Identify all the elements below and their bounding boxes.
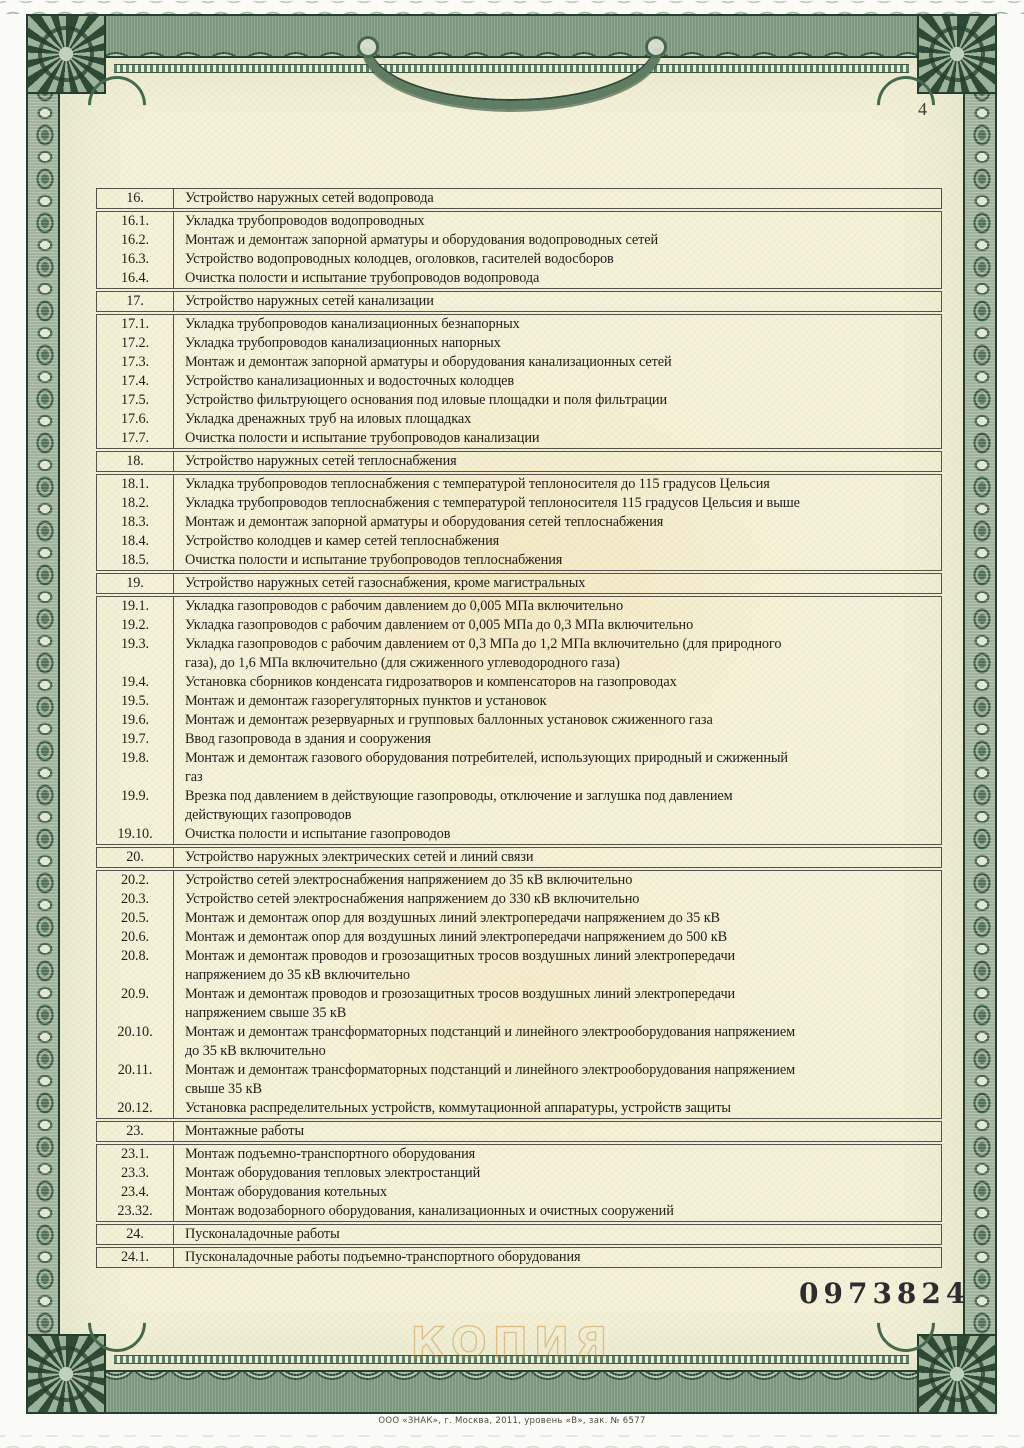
item-number: 19.5. (97, 692, 174, 711)
table-row (97, 410, 941, 429)
item-text: Монтаж и демонтаж запорной арматуры и оборудования канализационных сетей (185, 354, 672, 370)
item-number: 17.2. (97, 334, 174, 353)
table-row (97, 532, 941, 551)
item-text: Укладка трубопроводов теплоснабжения с температурой теплоносителя 115 градусов Цельсия и выше (185, 495, 800, 511)
border-band-right (963, 14, 997, 1414)
item-number: 19.2. (97, 616, 174, 635)
table-row (97, 909, 941, 928)
item-number: 19.4. (97, 673, 174, 692)
item-number: 20.9. (97, 985, 174, 1004)
item-text: Ввод газопровода в здания и сооружения (185, 731, 431, 747)
item-text: Очистка полости и испытание газопроводов (185, 826, 451, 842)
item-text: Устройство фильтрующего основания под иловые площадки и поля фильтрации (185, 392, 668, 408)
item-text: Устройство сетей электроснабжения напряжением до 330 кВ включительно (185, 891, 640, 907)
item-text: Монтаж оборудования котельных (185, 1184, 387, 1200)
section-title: Пусконаладочные работы (185, 1226, 340, 1242)
item-text: Устройство водопроводных колодцев, оголовков, гасителей водосборов (185, 251, 614, 267)
section-title: Устройство наружных сетей теплоснабжения (185, 453, 457, 469)
table-row (97, 231, 941, 250)
item-number: 20.12. (97, 1099, 174, 1118)
item-text: свыше 35 кВ (185, 1081, 262, 1097)
item-text: Монтаж и демонтаж газорегуляторных пунктов и установок (185, 693, 547, 709)
item-text: Устройство канализационных и водосточных колодцев (185, 373, 515, 389)
section-body (96, 1247, 942, 1268)
table-row (97, 1202, 941, 1221)
table-row (97, 616, 941, 635)
table-row (97, 212, 941, 231)
item-number: 19.8. (97, 749, 174, 768)
table-row (97, 315, 941, 334)
item-text: Укладка дренажных труб на иловых площадках (185, 411, 472, 427)
item-number (97, 1004, 174, 1023)
section-header-row (96, 291, 942, 312)
item-number: 17.7. (97, 429, 174, 448)
table-row (97, 1099, 941, 1118)
table-row (97, 1122, 941, 1141)
item-text: Устройство сетей электроснабжения напряжением до 35 кВ включительно (185, 872, 633, 888)
item-number (97, 654, 174, 673)
item-number: 24.1. (97, 1248, 174, 1267)
section-body (96, 596, 942, 845)
item-text: действующих газопроводов (185, 807, 352, 823)
table-row (97, 391, 941, 410)
table-row (97, 1248, 941, 1267)
item-number: 20.6. (97, 928, 174, 947)
item-text: Очистка полости и испытание трубопроводов канализации (185, 430, 540, 446)
item-number: 16.1. (97, 212, 174, 231)
item-text: Очистка полости и испытание трубопроводов теплоснабжения (185, 552, 563, 568)
table-row (97, 768, 941, 787)
item-text: напряжением свыше 35 кВ (185, 1005, 347, 1021)
work-table (96, 188, 942, 1270)
table-row (97, 848, 941, 867)
table-row (97, 189, 941, 208)
table-row (97, 1080, 941, 1099)
section-body (96, 474, 942, 571)
item-text: Монтаж и демонтаж опор для воздушных линий электропередачи напряжением до 35 кВ (185, 910, 720, 926)
table-row (97, 269, 941, 288)
section-header-row (96, 188, 942, 209)
section-number: 20. (97, 848, 174, 867)
item-number: 17.6. (97, 410, 174, 429)
table-row (97, 334, 941, 353)
table-row (97, 494, 941, 513)
table-row (97, 871, 941, 890)
section-number: 24. (97, 1225, 174, 1244)
table-row (97, 635, 941, 654)
item-text: Монтаж подъемно-транспортного оборудования (185, 1146, 476, 1162)
item-text: Монтаж и демонтаж проводов и грозозащитных тросов воздушных линий электропередачи (185, 986, 736, 1002)
item-text: Монтаж и демонтаж проводов и грозозащитных тросов воздушных линий электропередачи (185, 948, 736, 964)
item-number: 19.6. (97, 711, 174, 730)
item-text: Укладка трубопроводов канализационных напорных (185, 335, 501, 351)
section-title: Устройство наружных сетей канализации (185, 293, 434, 309)
item-number: 20.10. (97, 1023, 174, 1042)
section-header-row (96, 1224, 942, 1245)
table-row (97, 711, 941, 730)
table-row (97, 1145, 941, 1164)
section-number: 16. (97, 189, 174, 208)
section-title: Монтажные работы (185, 1123, 304, 1139)
table-row (97, 513, 941, 532)
item-text: Монтаж и демонтаж газового оборудования потребителей, использующих природный и сжиженный (185, 750, 788, 766)
table-row (97, 1164, 941, 1183)
item-number: 16.3. (97, 250, 174, 269)
table-row (97, 1023, 941, 1042)
item-number: 18.1. (97, 475, 174, 494)
table-row (97, 673, 941, 692)
item-text: Очистка полости и испытание трубопроводов водопровода (185, 270, 540, 286)
item-text: Укладка газопроводов с рабочим давлением от 0,005 МПа до 0,3 МПа включительно (185, 617, 694, 633)
item-text: Укладка газопроводов с рабочим давлением до 0,005 МПа включительно (185, 598, 624, 614)
table-row (97, 429, 941, 448)
table-row (97, 947, 941, 966)
item-text: Монтаж и демонтаж трансформаторных подстанций и линейного электрооборудования напряжением (185, 1062, 796, 1078)
section-header-row (96, 573, 942, 594)
table-row (97, 292, 941, 311)
item-text: Укладка трубопроводов канализационных безнапорных (185, 316, 520, 332)
item-text: Установка сборников конденсата гидрозатворов и компенсаторов на газопроводах (185, 674, 677, 690)
item-text: Врезка под давлением в действующие газопроводы, отключение и заглушка под давлением (185, 788, 733, 804)
table-row (97, 475, 941, 494)
item-number: 20.8. (97, 947, 174, 966)
corner-ornament-top-right (917, 14, 997, 94)
item-number: 19.3. (97, 635, 174, 654)
item-number: 19.7. (97, 730, 174, 749)
table-row (97, 1225, 941, 1244)
bottom-edge-guilloche-strip (0, 1435, 1024, 1448)
item-text: Монтаж водозаборного оборудования, канализационных и очистных сооружений (185, 1203, 674, 1219)
section-number: 18. (97, 452, 174, 471)
item-text: Монтаж и демонтаж трансформаторных подстанций и линейного электрооборудования напряжением (185, 1024, 796, 1040)
table-row (97, 1004, 941, 1023)
border-band-bottom (26, 1370, 997, 1414)
section-body (96, 211, 942, 289)
section-body (96, 314, 942, 449)
table-row (97, 353, 941, 372)
table-row (97, 890, 941, 909)
item-number: 23.4. (97, 1183, 174, 1202)
table-row (97, 551, 941, 570)
copy-watermark: КОПИЯ (410, 1318, 614, 1367)
item-number (97, 806, 174, 825)
printer-imprint-line: ООО «ЗНАК», г. Москва, 2011, уровень «В», зак. № 6577 (378, 1416, 646, 1426)
item-text: Монтаж и демонтаж резервуарных и групповых баллонных установок сжиженного газа (185, 712, 713, 728)
item-text: Укладка газопроводов с рабочим давлением от 0,3 МПа до 1,2 МПа включительно (для природного (185, 636, 782, 652)
item-number: 23.1. (97, 1145, 174, 1164)
item-number: 18.2. (97, 494, 174, 513)
section-title: Устройство наружных сетей водопровода (185, 190, 434, 206)
table-row (97, 966, 941, 985)
item-number: 20.11. (97, 1061, 174, 1080)
table-row (97, 692, 941, 711)
item-number: 20.5. (97, 909, 174, 928)
item-number: 16.2. (97, 231, 174, 250)
table-row (97, 372, 941, 391)
item-number: 17.1. (97, 315, 174, 334)
item-text: Монтаж и демонтаж запорной арматуры и оборудования сетей теплоснабжения (185, 514, 664, 530)
item-number: 18.5. (97, 551, 174, 570)
table-row (97, 1042, 941, 1061)
item-number (97, 768, 174, 787)
table-row (97, 806, 941, 825)
section-title: Устройство наружных электрических сетей и линий связи (185, 849, 534, 865)
table-row (97, 928, 941, 947)
item-number (97, 1080, 174, 1099)
item-text: Пусконаладочные работы подъемно-транспортного оборудования (185, 1249, 581, 1265)
item-number: 18.4. (97, 532, 174, 551)
section-header-row (96, 1121, 942, 1142)
page-number: 4 (918, 99, 927, 119)
section-body (96, 1144, 942, 1222)
section-header-row (96, 451, 942, 472)
item-text: газа), до 1,6 МПа включительно (для сжиженного углеводородного газа) (185, 655, 620, 671)
item-number: 17.4. (97, 372, 174, 391)
item-number (97, 1042, 174, 1061)
item-number: 23.3. (97, 1164, 174, 1183)
item-text: Монтаж и демонтаж опор для воздушных линий электропередачи напряжением до 500 кВ (185, 929, 728, 945)
table-row (97, 730, 941, 749)
item-text: напряжением до 35 кВ включительно (185, 967, 410, 983)
item-number: 17.3. (97, 353, 174, 372)
item-number: 17.5. (97, 391, 174, 410)
item-number: 19.10. (97, 825, 174, 844)
item-text: Укладка трубопроводов водопроводных (185, 213, 425, 229)
table-row (97, 749, 941, 768)
table-row (97, 597, 941, 616)
table-row (97, 825, 941, 844)
section-number: 19. (97, 574, 174, 593)
table-row (97, 452, 941, 471)
table-row (97, 1183, 941, 1202)
corner-ornament-top-left (26, 14, 106, 94)
table-row (97, 1061, 941, 1080)
section-header-row (96, 847, 942, 868)
top-edge-guilloche-strip (0, 1, 1024, 14)
item-number: 23.32. (97, 1202, 174, 1221)
section-body (96, 870, 942, 1119)
border-band-left (26, 14, 60, 1414)
item-number: 16.4. (97, 269, 174, 288)
table-row (97, 985, 941, 1004)
item-number: 20.2. (97, 871, 174, 890)
item-number: 20.3. (97, 890, 174, 909)
table-row (97, 574, 941, 593)
table-row (97, 787, 941, 806)
item-number (97, 966, 174, 985)
item-text: Устройство колодцев и камер сетей теплоснабжения (185, 533, 500, 549)
item-number: 19.9. (97, 787, 174, 806)
item-text: Монтаж и демонтаж запорной арматуры и оборудования водопроводных сетей (185, 232, 659, 248)
section-number: 23. (97, 1122, 174, 1141)
item-text: Монтаж оборудования тепловых электростанций (185, 1165, 481, 1181)
item-text: Укладка трубопроводов теплоснабжения с температурой теплоносителя до 115 градусов Цельсия (185, 476, 770, 492)
table-row (97, 654, 941, 673)
section-number: 17. (97, 292, 174, 311)
item-text: газ (185, 769, 203, 785)
section-title: Устройство наружных сетей газоснабжения, кроме магистральных (185, 575, 586, 591)
item-number: 18.3. (97, 513, 174, 532)
item-text: Установка распределительных устройств, коммутационной аппаратуры, устройств защиты (185, 1100, 731, 1116)
table-row (97, 250, 941, 269)
item-number: 19.1. (97, 597, 174, 616)
item-text: до 35 кВ включительно (185, 1043, 326, 1059)
serial-number: 0973824 (799, 1277, 971, 1310)
